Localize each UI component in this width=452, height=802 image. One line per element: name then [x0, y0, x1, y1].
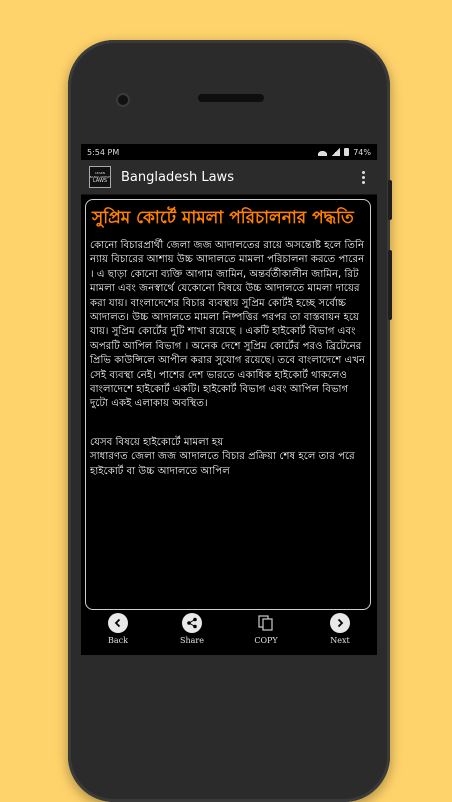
share-button[interactable] — [167, 613, 217, 645]
chevron-left-icon — [108, 613, 128, 633]
share-icon — [182, 613, 202, 633]
next-label: Next — [330, 636, 350, 645]
status-bar — [81, 144, 377, 160]
overflow-menu-icon[interactable] — [358, 167, 369, 188]
earpiece-speaker — [198, 94, 264, 102]
app-logo — [89, 166, 111, 188]
bottom-navigation — [81, 611, 377, 655]
app-bar — [81, 160, 377, 195]
status-time: 5:54 PM — [87, 147, 120, 157]
front-camera — [118, 95, 128, 105]
battery-icon — [344, 148, 349, 156]
copy-button[interactable] — [241, 613, 291, 645]
article-title: সুপ্রিম কোর্টে মামলা পরিচালনার পদ্ধতি — [92, 208, 354, 228]
next-button[interactable] — [315, 613, 365, 645]
article-panel[interactable] — [85, 199, 371, 610]
chevron-right-icon — [330, 613, 350, 633]
article-subheading: যেসব বিষয়ে হাইকোর্টে মামলা হয় — [90, 436, 224, 448]
copy-icon — [255, 613, 277, 633]
share-label: Share — [180, 636, 204, 645]
article-paragraph-2: সাধারণত জেলা জজ আদালতে বিচার প্রক্রিয়া শেষ হলে তার পরে হাইকোর্ট বা উচ্চ আদালতে আপিল — [90, 451, 355, 477]
volume-button — [388, 250, 392, 320]
back-label: Back — [108, 636, 128, 645]
copy-label: COPY — [254, 636, 278, 645]
power-button — [388, 180, 392, 220]
app-logo-text-1: LEARN — [95, 171, 105, 175]
back-button[interactable] — [93, 613, 143, 645]
battery-percent: 74% — [353, 147, 371, 157]
app-title: Bangladesh Laws — [121, 169, 234, 185]
app-logo-text-2: BANGLADESH — [89, 175, 111, 179]
app-logo-text-3: LAWS — [92, 178, 108, 184]
screen — [81, 144, 377, 655]
wifi-icon — [318, 148, 327, 156]
signal-icon — [331, 148, 340, 156]
status-icons — [318, 148, 371, 157]
article-paragraph-1: কোনো বিচারপ্রার্থী জেলা জজ আদালতের রায়ে অসন্তোষ্ট হলে তিনি ন্যায় বিচারের আশায় উচ্চ আদালতে মামলা পরিচালনা করতে পারেন । এ ছাড়া কোনো ব্যক্তি আগাম জামিন, অন্তর্বর্তীকালীন জামিন, রিট মামলা এবং জনস্বার্থে যেকোনো বিষয়ে উচ্চ আদালতে মামলা দায়ের করা যায়। বাংলাদেশের বিচার ব্যবস্থায় সুপ্রিম কোর্টই হচ্ছে সর্বোচ্চ আদালত। উচ্চ আদালতে মামলা নিষ্পত্তির পরপর তা বাস্তবায়ন হয়ে যায়। সুপ্রিম কোর্টের দুটি শাখা রয়েছে । একটি হাইকোর্ট বিভাগ এবং অপরটি আপিল বিভাগ । অনেক দেশে সুপ্রিম কোর্টের পরও ব্রিটেনের প্রিভি কাউন্সিলে আপীল করার সুযোগ রয়েছে। তবে বাংলাদেশে এখন সেই ব্যবস্থা নেই। পাশের দেশ ভারতে একাধিক হাইকোর্ট থাকলেও বাংলাদেশে হাইকোর্ট একটি। হাইকোর্ট বিভাগ এবং আপিল বিভাগ দুটো একই এলাকায় অবস্থিত। — [90, 240, 369, 410]
